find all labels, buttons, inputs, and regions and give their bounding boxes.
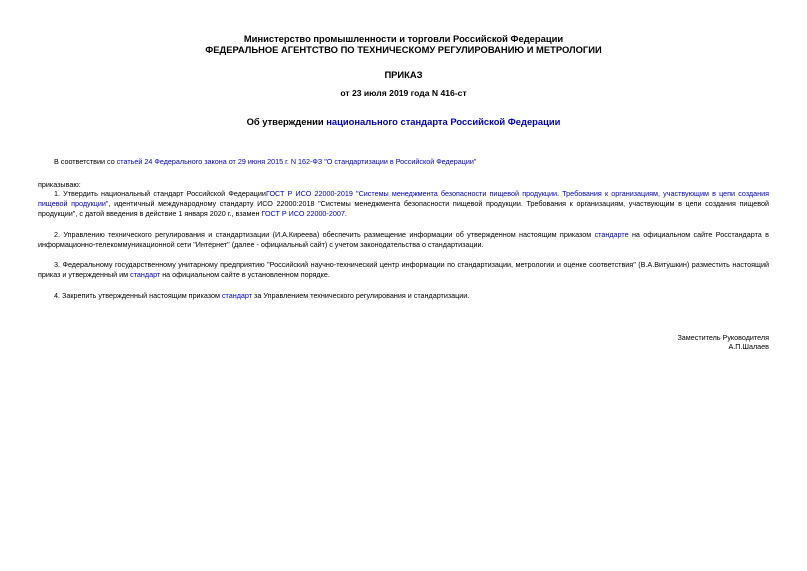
standard-link-item-4[interactable]: стандарт [221,291,253,300]
standard-link-item-2[interactable]: стандарте [594,230,629,239]
item-1-text-b: , идентичный международному стандарту ИСО 22000:2018 "Системы менеджмента безопасности пищевой продукции. Требования к организациям, участвующим в цепи создания пищевой продукции", с датой введения в действие 1 января 2020 г., взамен [38,199,769,218]
title-standard-link[interactable]: национального стандарта Российской Федерации [326,116,561,127]
item-4-text-b: за Управлением технического регулирования и стандартизации. [252,291,470,300]
gost-2019-link[interactable]: ГОСТ Р ИСО 22000-2019 "Системы менеджмента безопасности пищевой продукции. Требования к организациям, участвующим в цепи создания пищевой продукции" [38,189,769,208]
order-item-3 [38,260,769,280]
preamble [54,157,769,167]
order-word: приказываю: [38,180,81,189]
item-4-text-a: 4. Закрепить утвержденный настоящим приказом [54,291,222,300]
item-3-text-b: на официальном сайте в установленном порядке. [160,270,330,279]
order-item-1 [38,189,769,219]
agency-name: ФЕДЕРАЛЬНОЕ АГЕНТСТВО ПО ТЕХНИЧЕСКОМУ РЕГУЛИРОВАНИЮ И МЕТРОЛОГИИ [205,44,602,55]
item-1-text-c: . [344,209,347,218]
order-item-4 [38,291,769,301]
item-1-text-a: 1. Утвердить национальный стандарт Российской Федерации [54,189,266,198]
ministry-name: Министерство промышленности и торговли Российской Федерации [243,33,564,44]
item-2-text-b: на официальном сайте Росстандарта в информационно-телекоммуникационной сети "Интернет" (далее - официальный сайт) с учетом законодательства о стандартизации. [38,230,769,249]
signatory-name: А.П.Шалаев [728,342,769,351]
item-2-text-a: 2. Управлению технического регулирования и стандартизации (И.А.Киреева) обеспечить размещение информации об утвержденном настоящим приказом [54,230,595,239]
document-type: ПРИКАЗ [384,69,423,80]
item-3-text-a: 3. Федеральному государственному унитарному предприятию "Российский научно-технический центр информации по стандартизации, метрологии и оценке соответствия" (В.А.Витушкин) разместить настоящий приказ и утвержденный им [38,260,769,279]
document-date-number: от 23 июля 2019 года N 416-ст [340,88,467,98]
preamble-text: В соответствии со [54,157,117,166]
title-prefix: Об утверждении [246,116,327,127]
gost-2007-link[interactable]: ГОСТ Р ИСО 22000-2007 [261,209,345,218]
signatory-position: Заместитель Руководителя [677,333,769,342]
order-item-2 [38,230,769,250]
document-title [0,116,807,127]
standard-link-item-3[interactable]: стандарт [130,270,161,279]
federal-law-link[interactable]: статьей 24 Федерального закона от 29 июня 2015 г. N 162-ФЗ "О стандартизации в Российской Федерации" [116,157,477,166]
